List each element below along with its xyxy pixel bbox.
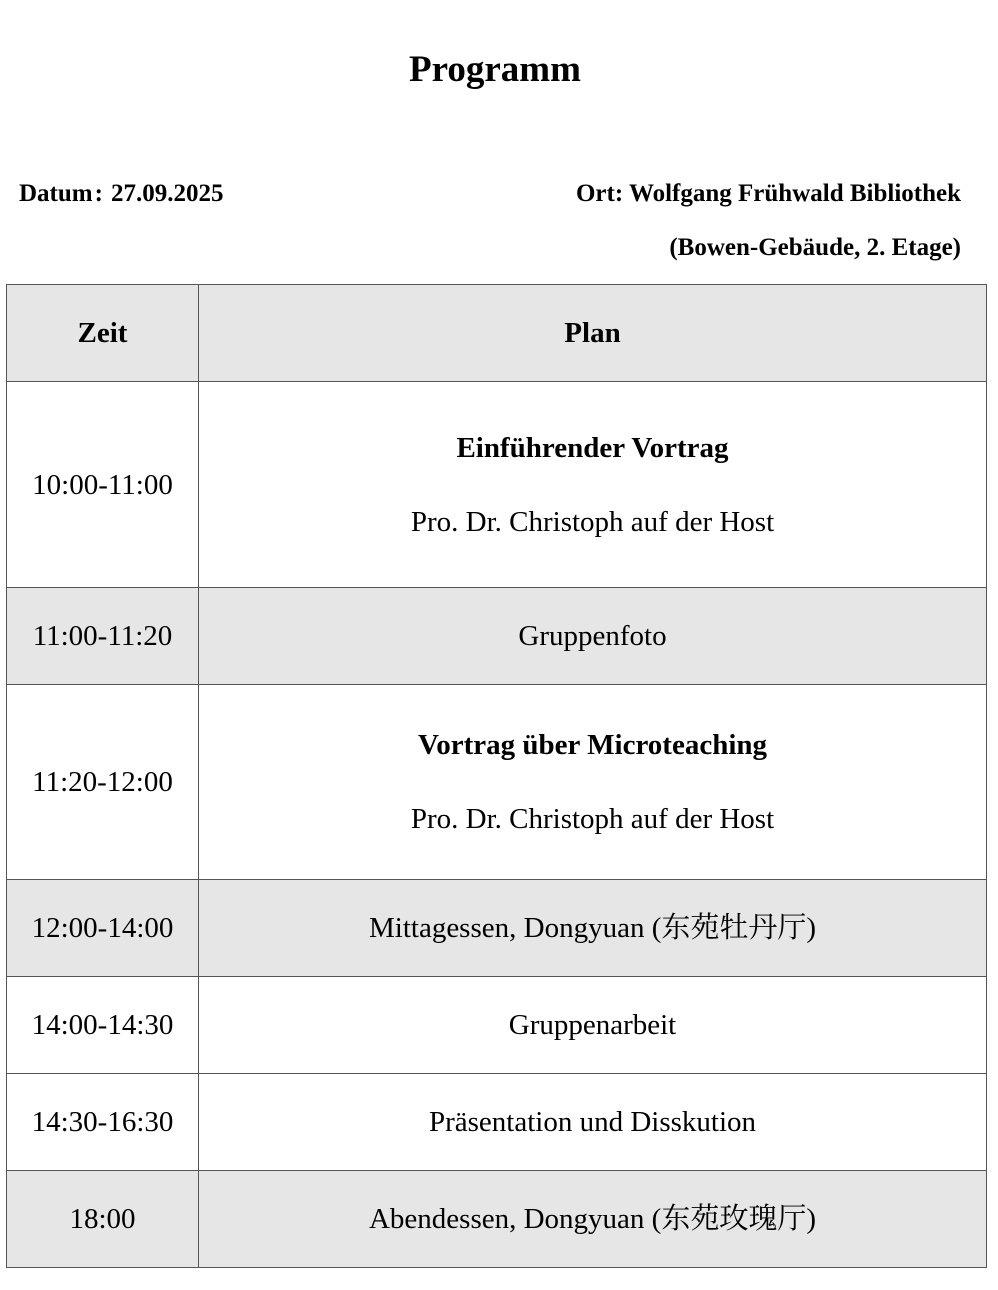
row-time: 14:00-14:30	[7, 977, 199, 1074]
location-line-1: Ort: Wolfgang Frühwald Bibliothek	[575, 180, 961, 207]
row-plan: Präsentation und Disskution	[199, 1074, 987, 1171]
row-plan: Mittagessen, Dongyuan (东苑牡丹厅)	[199, 880, 987, 977]
row-plan: Gruppenarbeit	[199, 977, 987, 1074]
date-block	[19, 178, 223, 210]
page-title: Programm	[409, 49, 581, 90]
row-time: 11:20-12:00	[7, 685, 199, 880]
table-header-row	[7, 285, 987, 382]
talk-speaker: Pro. Dr. Christoph auf der Host	[410, 505, 775, 538]
row-time: 18:00	[7, 1171, 199, 1268]
date-separator: :	[94, 180, 103, 207]
header-plan: Plan	[199, 285, 987, 382]
table-row	[7, 1074, 987, 1171]
row-time: 10:00-11:00	[7, 382, 199, 588]
table-row	[7, 685, 987, 880]
location-line-2: (Bowen-Gebäude, 2. Etage)	[669, 234, 961, 261]
talk-speaker: Pro. Dr. Christoph auf der Host	[410, 803, 775, 835]
date-value: 27.09.2025	[110, 180, 224, 207]
row-time: 14:30-16:30	[7, 1074, 199, 1171]
row-time: 12:00-14:00	[7, 880, 199, 977]
row-time: 11:00-11:20	[7, 588, 199, 685]
table-row	[7, 1171, 987, 1268]
header-time: Zeit	[7, 285, 199, 382]
location-block	[576, 178, 961, 264]
talk-title: Einführender Vortrag	[456, 431, 729, 464]
table-row	[7, 382, 987, 588]
table-row	[7, 977, 987, 1074]
row-plan: Gruppenfoto	[199, 588, 987, 685]
date-label: Datum	[19, 180, 93, 207]
row-plan	[199, 685, 987, 880]
table-row	[7, 880, 987, 977]
schedule-table	[6, 284, 987, 1268]
row-plan: Abendessen, Dongyuan (东苑玫瑰厅)	[199, 1171, 987, 1268]
talk-title: Vortrag über Microteaching	[417, 729, 768, 761]
row-plan	[199, 382, 987, 588]
table-row	[7, 588, 987, 685]
